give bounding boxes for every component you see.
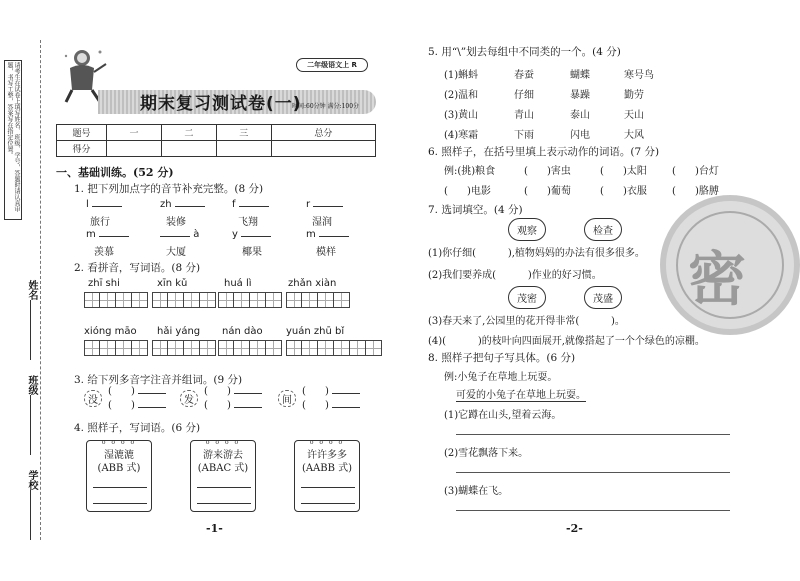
q2-pinyin: nán dào	[222, 326, 263, 337]
q6-item[interactable]: ( )台灯	[672, 166, 719, 177]
q2-pinyin: hǎi yáng	[157, 326, 201, 337]
q5-item[interactable]: 春蚕	[514, 70, 534, 81]
score-cell[interactable]	[271, 141, 375, 157]
q2-pinyin: xīn kǔ	[157, 278, 188, 289]
card-rings: o o o o	[309, 439, 345, 446]
class-line[interactable]	[30, 395, 31, 455]
pinyin-text: l	[86, 199, 89, 210]
table-cell: 得分	[57, 141, 107, 157]
writing-grid[interactable]	[84, 340, 148, 356]
q5-item[interactable]: 闪电	[570, 130, 590, 141]
answer-blank[interactable]	[313, 206, 343, 207]
answer-blank[interactable]: ( )	[302, 400, 360, 411]
answer-line[interactable]	[93, 487, 147, 488]
polyphone-group	[180, 386, 235, 411]
q6-item[interactable]: ( )电影	[444, 186, 491, 197]
q5-item[interactable]: 寒号鸟	[624, 70, 654, 81]
answer-blank[interactable]: ( )	[204, 386, 262, 397]
pinyin-text: m	[86, 229, 96, 240]
q1-word: 模样	[316, 247, 336, 258]
q1-word: 旅行	[90, 217, 110, 228]
card-word: 游来游去	[203, 450, 243, 461]
q4-prompt: 4. 照样子，写词语。(6 分)	[74, 422, 201, 434]
answer-blank[interactable]	[239, 206, 269, 207]
score-cell[interactable]	[216, 141, 271, 157]
q2-prompt: 2. 看拼音，写词语。(8 分)	[74, 262, 201, 274]
polyphone-char: 没	[84, 390, 102, 407]
table-cell: 二	[161, 125, 216, 141]
writing-grid[interactable]	[218, 292, 282, 308]
q1-pinyin	[232, 229, 271, 240]
q5-item[interactable]: (1)蝌蚪	[444, 70, 479, 81]
card-rings: o o o o	[101, 439, 137, 446]
answer-blank[interactable]	[175, 206, 205, 207]
q1-pinyin	[86, 199, 122, 210]
q2-pinyin: zhī shi	[88, 278, 120, 289]
score-value-row	[57, 141, 376, 157]
word-option[interactable]: 观察	[508, 218, 546, 241]
answer-blank[interactable]	[99, 236, 129, 237]
score-table	[56, 124, 376, 157]
writing-grid[interactable]	[152, 292, 216, 308]
writing-grid[interactable]	[286, 340, 382, 356]
page-number-right: -2-	[566, 522, 583, 535]
school-label: 学校	[26, 470, 37, 490]
q7-sentence[interactable]: (2)我们要养成( )作业的好习惯。	[428, 270, 602, 281]
pattern-card	[190, 440, 256, 512]
table-cell: 题号	[57, 125, 107, 141]
answer-blank[interactable]	[92, 206, 122, 207]
q7-prompt: 7. 选词填空。(4 分)	[428, 204, 523, 216]
q5-item[interactable]: 蝴蝶	[570, 70, 590, 81]
notice-strip: 请考生在试卷上填写姓名、班级、学号，答题时请认真审题，书写工整，答案写在指定位置。	[4, 60, 22, 220]
q6-prompt: 6. 照样子，在括号里填上表示动作的词语。(7 分)	[428, 146, 660, 158]
card-word: 许许多多	[307, 450, 347, 461]
q1-word: 椰果	[242, 247, 262, 258]
q8-example-answer: 可爱的小兔子在草地上玩耍。	[456, 386, 586, 402]
q1-pinyin	[306, 199, 343, 210]
writing-grid[interactable]	[286, 292, 350, 308]
q1-word: 飞翔	[238, 217, 258, 228]
cut-line	[40, 40, 41, 540]
q6-item[interactable]: ( )胳膊	[672, 186, 719, 197]
page-title: 期末复习测试卷(一)	[140, 94, 302, 114]
q5-item[interactable]: 勤劳	[624, 90, 644, 101]
grade-tag: 二年级语文上 R	[296, 58, 368, 72]
q8-item: (1)它蹲在山头,望着云海。	[444, 410, 562, 421]
writing-grid[interactable]	[84, 292, 148, 308]
q5-item[interactable]: (2)温和	[444, 90, 479, 101]
table-cell: 三	[216, 125, 271, 141]
q6-item: 例:(挑)粮食	[444, 166, 496, 177]
q2-pinyin: yuán zhū bǐ	[286, 326, 345, 337]
score-cell[interactable]	[161, 141, 216, 157]
q1-pinyin	[160, 199, 205, 210]
section1-heading: 一、基础训练。(52 分)	[56, 166, 174, 179]
polyphone-group	[278, 386, 333, 411]
answer-line[interactable]	[301, 503, 355, 504]
answer-line[interactable]	[197, 487, 251, 488]
answer-line[interactable]	[456, 472, 730, 473]
answer-blank[interactable]	[319, 236, 349, 237]
answer-line[interactable]	[197, 503, 251, 504]
name-line[interactable]	[30, 300, 31, 360]
q1-word: 装修	[166, 217, 186, 228]
pattern-card	[86, 440, 152, 512]
answer-blank[interactable]: ( )	[108, 400, 166, 411]
q1-word: 湿润	[312, 217, 332, 228]
word-option[interactable]: 茂密	[508, 286, 546, 309]
q5-item[interactable]: 天山	[624, 110, 644, 121]
q1-pinyin	[306, 229, 349, 240]
card-pattern: (AABB 式)	[301, 463, 353, 474]
card-pattern: (ABB 式)	[97, 463, 141, 474]
word-option[interactable]: 茂盛	[584, 286, 622, 309]
polyphone-group	[84, 386, 139, 411]
table-cell: 总分	[271, 125, 375, 141]
q2-pinyin: huá lì	[224, 278, 252, 289]
q5-item[interactable]: (4)寒霜	[444, 130, 479, 141]
polyphone-char: 发	[180, 390, 198, 407]
q6-item[interactable]: ( )衣服	[600, 186, 647, 197]
q7-sentence[interactable]: (1)你仔细( ),植物妈妈的办法有很多很多。	[428, 248, 645, 259]
q5-prompt: 5. 用“\”划去每组中不同类的一个。(4 分)	[428, 46, 621, 58]
class-label: 班级	[26, 375, 37, 395]
q1-pinyin	[86, 229, 129, 240]
q5-item[interactable]: 泰山	[570, 110, 590, 121]
pinyin-text: r	[306, 199, 311, 210]
table-cell: 一	[107, 125, 162, 141]
answer-line[interactable]	[93, 503, 147, 504]
answer-blank[interactable]	[241, 236, 271, 237]
q5-item[interactable]: 青山	[514, 110, 534, 121]
pinyin-text: à	[193, 229, 200, 240]
q6-item[interactable]: ( )葡萄	[524, 186, 571, 197]
q7-sentence[interactable]: (3)春天来了,公园里的花开得非常( )。	[428, 316, 625, 327]
time-info: 时间:60分钟 满分:100分	[292, 103, 360, 110]
q5-item[interactable]: (3)黄山	[444, 110, 479, 121]
q2-pinyin: zhǎn xiàn	[288, 278, 337, 289]
card-rings: o o o o	[205, 439, 241, 446]
q6-item[interactable]: ( )害虫	[524, 166, 571, 177]
q1-pinyin	[232, 199, 269, 210]
q1-word: 羡慕	[94, 247, 114, 258]
pattern-card	[294, 440, 360, 512]
q3-prompt: 3. 给下列多音字注音并组词。(9 分)	[74, 374, 243, 386]
q8-item: (3)蝴蝶在飞。	[444, 486, 509, 497]
q5-item[interactable]: 大风	[624, 130, 644, 141]
card-word: 湿漉漉	[104, 450, 134, 461]
q6-item[interactable]: ( )太阳	[600, 166, 647, 177]
q8-item: (2)雪花飘落下来。	[444, 448, 529, 459]
word-option[interactable]: 检查	[584, 218, 622, 241]
answer-blank[interactable]	[160, 236, 190, 237]
answer-line[interactable]	[456, 510, 730, 511]
score-cell[interactable]	[107, 141, 162, 157]
pinyin-text: m	[306, 229, 316, 240]
q1-word: 大厦	[166, 247, 186, 258]
stamp-text: 密	[688, 245, 747, 313]
q5-item[interactable]: 仔细	[514, 90, 534, 101]
q1-pinyin	[160, 229, 199, 240]
pinyin-text: y	[232, 229, 238, 240]
page-number-left: -1-	[206, 522, 223, 535]
name-label: 姓名	[26, 280, 37, 300]
answer-line[interactable]	[301, 487, 355, 488]
q7-sentence[interactable]: (4)( )的枝叶向四面展开,就像搭起了一个个绿色的凉棚。	[428, 336, 705, 347]
q8-example: 例:小兔子在草地上玩耍。	[444, 372, 558, 383]
q8-prompt: 8. 照样子把句子写具体。(6 分)	[428, 352, 576, 364]
polyphone-char: 间	[278, 390, 296, 407]
writing-grid[interactable]	[152, 340, 216, 356]
binding-margin	[0, 0, 58, 581]
answer-line[interactable]	[456, 434, 730, 435]
answer-blank[interactable]: ( )	[302, 386, 360, 397]
q5-item[interactable]: 暴躁	[570, 90, 590, 101]
q1-prompt: 1. 把下列加点字的音节补充完整。(8 分)	[74, 183, 264, 195]
pinyin-text: f	[232, 199, 236, 210]
card-pattern: (ABAC 式)	[197, 463, 249, 474]
q2-pinyin: xióng māo	[84, 326, 137, 337]
score-header-row	[57, 125, 376, 141]
answer-blank[interactable]: ( )	[204, 400, 262, 411]
school-line[interactable]	[30, 490, 31, 540]
pinyin-text: zh	[160, 199, 172, 210]
writing-grid[interactable]	[218, 340, 282, 356]
q5-item[interactable]: 下雨	[514, 130, 534, 141]
answer-blank[interactable]: ( )	[108, 386, 166, 397]
